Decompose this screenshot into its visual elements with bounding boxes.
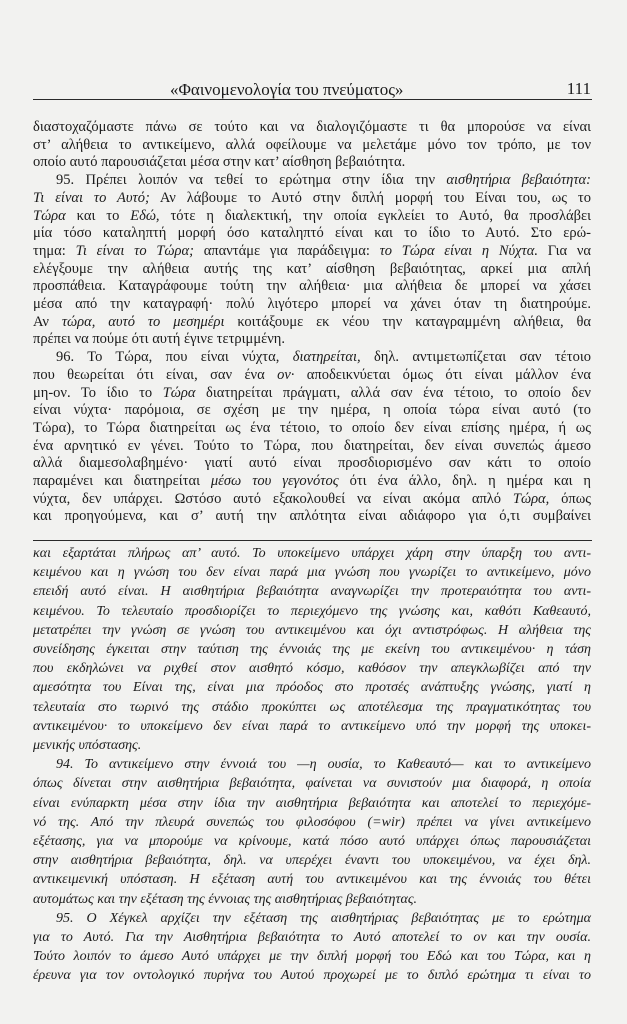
main-text — [33, 119, 591, 526]
text-line — [33, 678, 591, 697]
text-line — [33, 659, 591, 678]
text-line — [33, 137, 591, 155]
text-segment: κειμένου. Το τελευταίο προσδιορίζει το περιεχόμενο της γνώσης και, καθότι Καθεαυτό, — [33, 603, 591, 619]
text-segment: αντικειμένου· το υποκείμενο δεν είναι παρά το αντικείμενο υπό την μορφή της υποκει- — [33, 718, 591, 734]
text-segment: είναι νύχτα· παρόμοια, σε σχέση με την ημέρα, η οποία τώρα είναι αυτό (το — [33, 402, 591, 419]
text-line — [33, 331, 591, 349]
text-segment: νό της. Από την πλευρά συνεπώς του φιλοσόφου (=wir) πρέπει να γίνει αντικείμενο — [33, 814, 591, 830]
text-segment: τημα: — [33, 242, 76, 259]
text-segment: ένα αρνητικό εν γένει. Τούτο το Τώρα, που διατηρείται, δεν είναι συνεπώς άμεσο — [33, 437, 591, 454]
text-line — [33, 870, 591, 889]
text-line — [33, 278, 591, 296]
text-line — [33, 296, 591, 314]
text-line — [33, 698, 591, 717]
paragraph — [33, 172, 591, 349]
emphasized-text: τώρα, αυτό το μεσημέρι — [61, 313, 225, 330]
footnote-rule — [33, 540, 592, 541]
text-line — [33, 582, 591, 601]
text-segment: που εκδηλώνει να ριχθεί στον αισθητό κόσμο, καθόσον την απεγκλωβίζει από την — [33, 661, 591, 677]
text-line — [33, 947, 591, 966]
text-segment: αμεσότητα του Είναι της, είναι μια πρόοδος στο προτσές ανάπτυξης γνώσης, γιατί η — [33, 680, 591, 696]
text-line — [33, 208, 591, 226]
text-segment: στην αισθητήρια βεβαιότητα, δηλ. να υπερέχει έναντι του υποκειμένου, να έχει δηλ. — [33, 853, 591, 869]
text-line — [33, 225, 591, 243]
text-segment: ότι ένα άλλο, δηλ. η ημέρα και η — [338, 473, 591, 490]
text-line — [33, 420, 591, 438]
header-rule — [33, 99, 592, 100]
text-segment: νύχτα, δεν υπάρχει. Ωστόσο αυτό εξακολουθεί να είναι ακόμα απλό — [33, 490, 513, 507]
text-segment: Τώρα), το Τώρα διατηρείται ως ένα τέτοιο, το οποίο δεν είναι επίσης ημέρα, ή ως — [33, 419, 591, 436]
text-line — [33, 736, 591, 755]
text-line — [33, 243, 591, 261]
text-segment: μέσα από την καταγραφή· πολύ λιγότερο μπορεί να χάνει όταν τη διατηρούμε. — [33, 296, 591, 313]
text-line — [33, 349, 591, 367]
text-line — [33, 890, 591, 909]
emphasized-text: Τώρα, — [512, 490, 550, 507]
text-line — [33, 491, 591, 509]
text-line — [33, 385, 591, 403]
emphasized-text: Τώρα — [33, 207, 66, 224]
text-segment: αποδεικνύεται όμως ότι είναι μάλλον ένα — [294, 366, 591, 383]
text-line — [33, 119, 591, 137]
emphasized-text: αισθητήρια βεβαιότητα: — [446, 172, 591, 189]
text-segment: παραμένει και διατηρείται — [33, 473, 211, 490]
text-segment: αλλά διαμεσολαβημένο· γιατί αυτό είναι προσδιορισμένο σαν κάτι το οποίο — [33, 455, 591, 472]
text-line — [33, 455, 591, 473]
text-segment: εξέτασης, για να μπορούμε να κρίνουμε, κατά πόσο αυτό υπάρχει όπως παρουσιάζεται — [33, 834, 591, 850]
text-line — [33, 172, 591, 190]
text-segment: κειμένου και η γνώση του δεν είναι παρά μια γνώση που γνωρίζει το αντικείμενο, μόνο — [33, 565, 591, 581]
text-line — [33, 473, 591, 491]
text-segment: τότε η διαλεκτική, την οποία εγκλείει το Αυτό, θα προσλάβει — [159, 207, 591, 224]
text-segment: μετατρέπει την γνώση σε γνώση του αντικειμένου και όχι αντιστρόφως. Η αλήθεια της — [33, 622, 591, 638]
text-segment: επειδή αυτό είναι. Η αισθητήρια βεβαιότητα αναγνωρίζει την προτεραιότητα του αντι- — [33, 584, 591, 600]
text-segment: κοιτάξουμε εκ νέου την καταγραμμένη αλήθεια, θα — [224, 313, 592, 330]
text-line — [33, 928, 591, 947]
text-segment: μία τόσο καταληπτή μορφή όσο καταληπτό είναι και το ίδιο το Αυτό. Στο ερώ- — [33, 225, 591, 242]
text-segment: απαντάμε για παράδειγμα: — [193, 242, 380, 259]
footnotes — [33, 544, 591, 986]
text-line — [33, 832, 591, 851]
text-segment: δηλ. αντιμετωπίζεται σαν τέτοιο — [360, 349, 591, 366]
text-line — [33, 640, 591, 659]
emphasized-text: Τι είναι το Τώρα; — [75, 242, 194, 259]
text-segment: πρέπει να πούμε ότι αυτή έγινε τετριμμένη. — [33, 331, 285, 348]
text-segment: 95. Πρέπει λοιπόν να τεθεί το ερώτημα στην ίδια την — [56, 172, 447, 189]
text-segment: είναι ενύπαρκτη μέσα στην ίδια την αισθητήρια βεβαιότητα και αποτελεί το περιεχόμε- — [33, 795, 591, 811]
text-segment: 96. Το Τώρα, που είναι νύχτα, — [56, 349, 293, 366]
text-segment: Αν — [33, 313, 62, 330]
text-segment: τελευταία στο τωρινό της στάδιο προκύπτει ως αποτέλεσμα της πραγματικότητας του — [33, 699, 591, 715]
text-segment: στ’ αλήθεια το αντικείμενο, αλλά οφείλουμε να μελετάμε μόνο τον τρόπο, με τον — [33, 136, 591, 153]
text-segment: αντικειμενική υπόσταση. Η εξέταση αυτή του αντικειμένου και της έννοιάς του θέτει — [33, 872, 591, 888]
text-segment: αυτομάτως και την εξέταση της έννοιας της αισθητήριας βεβαιότητας. — [33, 891, 417, 907]
paragraph — [33, 755, 591, 909]
text-segment: και προηγούμενα, και σ’ αυτή την απλότητα είναι αδιάφορο για ό,τι συμβαίνει — [33, 508, 591, 525]
text-line — [33, 544, 591, 563]
text-line — [33, 154, 591, 172]
text-line — [33, 438, 591, 456]
running-header-title: «Φαινομενολογία του πνεύματος» — [170, 80, 404, 99]
emphasized-text: διατηρείται, — [292, 349, 361, 366]
text-line — [33, 851, 591, 870]
text-line — [33, 755, 591, 774]
paragraph — [33, 909, 591, 986]
text-line — [33, 367, 591, 385]
text-segment: διατηρείται πράγματι, αλλά σαν ένα τέτοιο, το οποίο δεν — [195, 384, 591, 401]
text-line — [33, 813, 591, 832]
text-line — [33, 966, 591, 985]
page-number: 111 — [566, 79, 591, 98]
emphasized-text: Εδώ, — [130, 207, 160, 224]
text-line — [33, 717, 591, 736]
emphasized-text: το Τώρα είναι η Νύχτα. — [379, 242, 538, 259]
emphasized-text: Τώρα — [162, 384, 196, 401]
text-segment: μενικής υπόστασης. — [33, 738, 142, 754]
text-segment: έρευνα για τον οντολογικό πυρήνα του Αυτού προχωρεί με το διπλό ερώτημα τι είναι το — [33, 968, 591, 984]
text-line — [33, 774, 591, 793]
text-segment: διαστοχαζόμαστε πάνω σε τούτο και να διαλογιζόμαστε τι θα μπορούσε να είναι — [33, 119, 591, 135]
text-segment: 95. Ο Χέγκελ αρχίζει την εξέταση της αισθητήριας βεβαιότητας με το ερώτημα — [56, 910, 591, 926]
emphasized-text: ον· — [277, 366, 295, 383]
paragraph — [33, 349, 591, 526]
text-segment: προσπάθεια. Καταγράφουμε τούτη την αλήθεια· μια αλήθεια δε μπορεί να χάσει — [33, 278, 591, 295]
text-segment: για το Αυτό. Για την Αισθητήρια βεβαιότητα το Αυτό αποτελεί το ον και την ουσία. — [33, 930, 591, 946]
text-segment: όπως — [549, 490, 591, 507]
text-segment: συνείδησης έγκειται στην ταύτιση της έννοιάς της με εκείνη του αντικειμένου· η τάση — [33, 642, 591, 658]
text-segment: και εξαρτάται πλήρως απ’ αυτό. Το υποκείμενο υπάρχει χάρη στην ύπαρξη του αντι- — [33, 546, 591, 561]
text-segment: οποίο αυτό παρουσιάζεται μέσα στην κατ’ αίσθηση βεβαιότητα. — [33, 154, 406, 171]
text-line — [33, 909, 591, 928]
emphasized-text: Τι είναι το Αυτό; — [33, 189, 150, 206]
text-line — [33, 563, 591, 582]
text-line — [33, 602, 591, 621]
text-line — [33, 508, 591, 526]
text-segment: που θεωρείται ότι είναι, σαν ένα — [33, 366, 278, 383]
text-line — [33, 621, 591, 640]
text-segment: Για να — [537, 242, 591, 259]
text-line — [33, 261, 591, 279]
text-segment: ελέγξουμε την αλήθεια αυτής της κατ’ αίσθηση βεβαιότητας, αρκεί μια απλή — [33, 260, 591, 277]
text-line — [33, 402, 591, 420]
text-segment: όπως δίνεται στην αισθητήρια βεβαιότητα, φαίνεται να συνιστούν μια διαφορά, η οποία — [33, 776, 591, 792]
text-line — [33, 314, 591, 332]
text-segment: Τούτο λοιπόν το άμεσο Αυτό υπάρχει με την διπλή μορφή του Εδώ και του Τώρα, και η — [33, 949, 591, 965]
text-segment: μη-ον. Το ίδιο το — [33, 384, 163, 401]
text-segment: Αν λάβουμε το Αυτό στην διπλή μορφή του Είναι του, ως το — [149, 189, 591, 206]
text-segment: 94. Το αντικείμενο στην έννοιά του —η ουσία, το Καθεαυτό— και το αντικείμενο — [56, 757, 591, 773]
paragraph — [33, 119, 591, 172]
paragraph — [33, 544, 591, 755]
text-line — [33, 190, 591, 208]
text-segment: και το — [65, 207, 131, 224]
emphasized-text: μέσω του γεγονότος — [210, 473, 339, 490]
text-line — [33, 794, 591, 813]
